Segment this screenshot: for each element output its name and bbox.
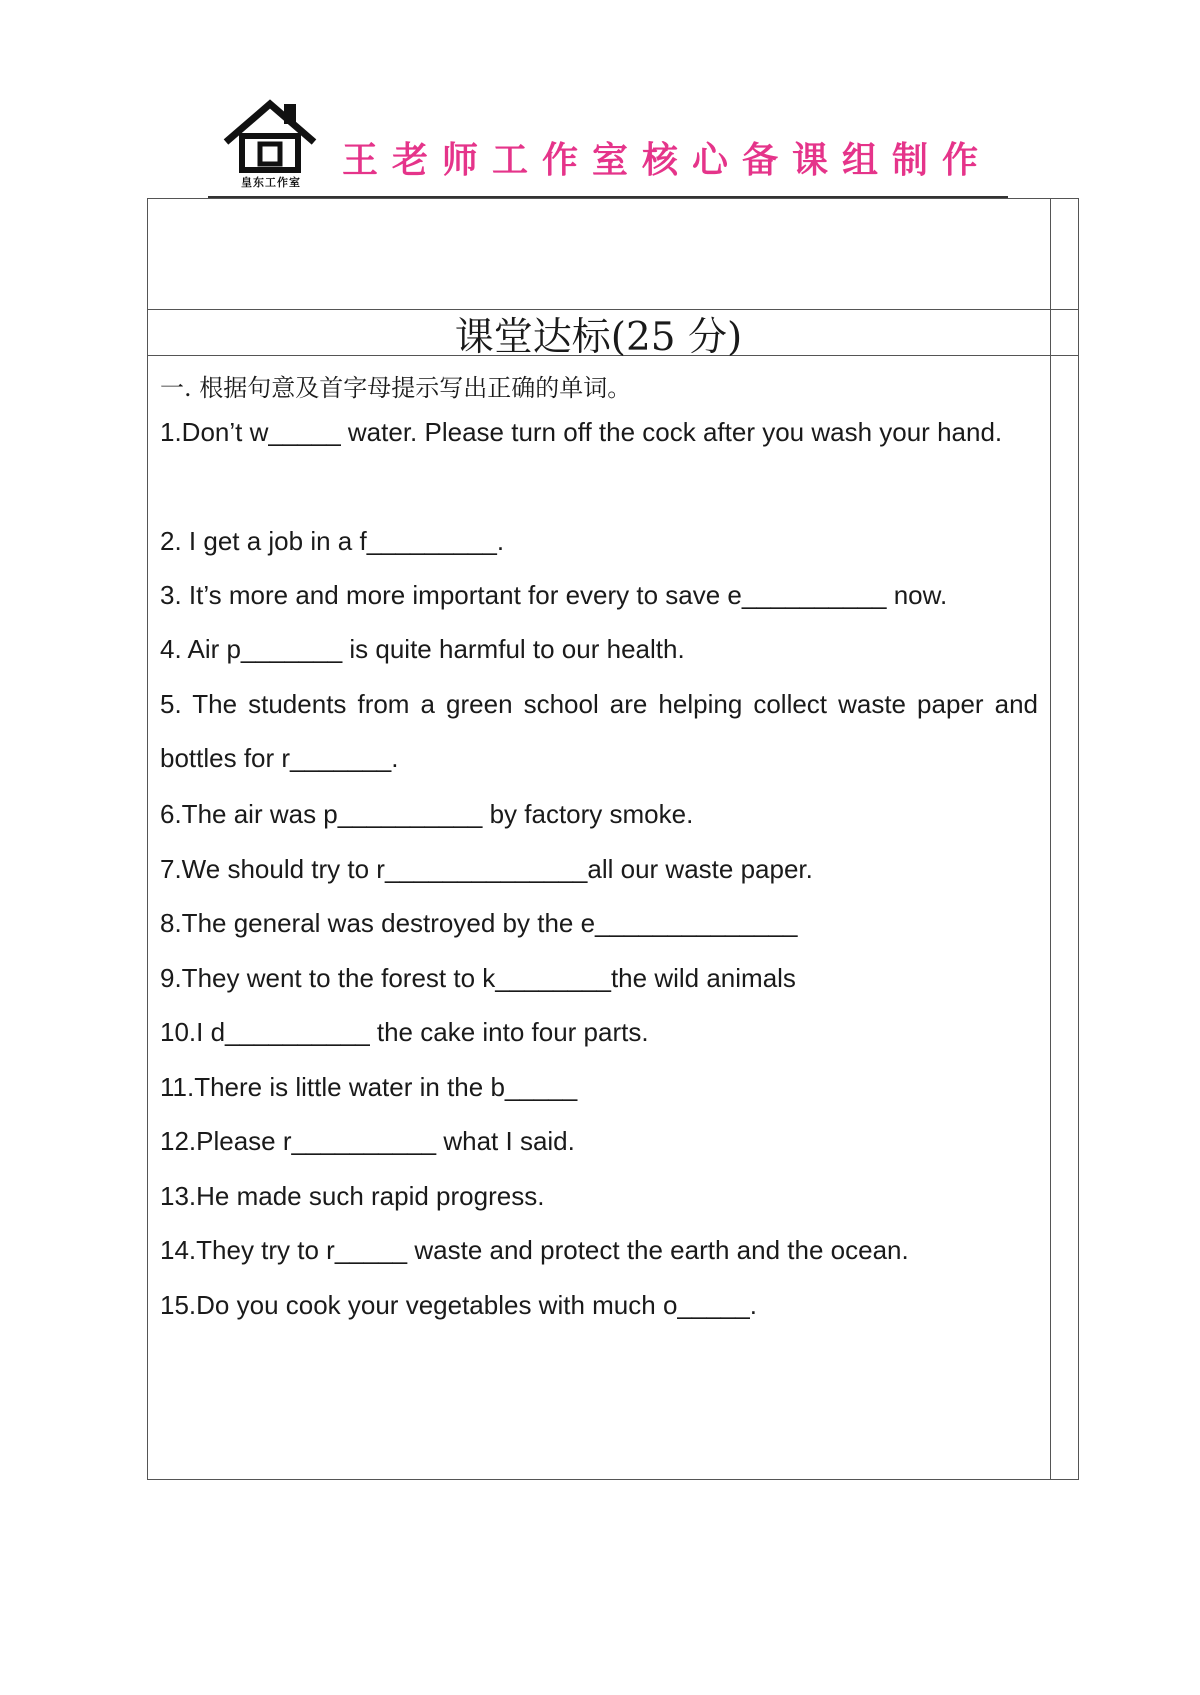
question-item: 6.The air was p__________ by factory smoke. xyxy=(160,799,694,829)
question-item: 10.I d__________ the cake into four parts. xyxy=(160,1017,649,1047)
studio-title: 王老师工作室核心备课组制作 xyxy=(342,140,993,181)
logo-caption: 皇东工作室 xyxy=(241,176,301,189)
question-item: 3. It’s more and more important for every to save e__________ now. xyxy=(160,580,948,610)
table-column-divider xyxy=(1050,198,1051,1480)
section-title: 课堂达标(25 分) xyxy=(454,315,743,360)
question-item: 8.The general was destroyed by the e______________ xyxy=(160,908,798,938)
question-item: 9.They went to the forest to k________the wild animals xyxy=(160,963,796,993)
instruction-text: 一. 根据句意及首字母提示写出正确的单词。 xyxy=(160,374,632,402)
question-item: 15.Do you cook your vegetables with much o_____. xyxy=(160,1290,757,1320)
question-item: 12.Please r__________ what I said. xyxy=(160,1126,575,1156)
question-item: 2. I get a job in a f_________. xyxy=(160,526,505,556)
question-item: 13.He made such rapid progress. xyxy=(160,1181,545,1211)
question-item: 7.We should try to r______________all our waste paper. xyxy=(160,854,813,884)
header xyxy=(208,98,1008,198)
question-item: 14.They try to r_____ waste and protect the earth and the ocean. xyxy=(160,1235,909,1265)
question-item: 5. The students from a green school are helping collect waste paper and bottles for r_______. xyxy=(160,689,1038,773)
question-item: 11.There is little water in the b_____ xyxy=(160,1072,578,1102)
question-item: 4. Air p_______ is quite harmful to our health. xyxy=(160,634,685,664)
question-item: 1.Don’t w_____ water. Please turn off the cock after you wash your hand. xyxy=(160,417,1003,447)
